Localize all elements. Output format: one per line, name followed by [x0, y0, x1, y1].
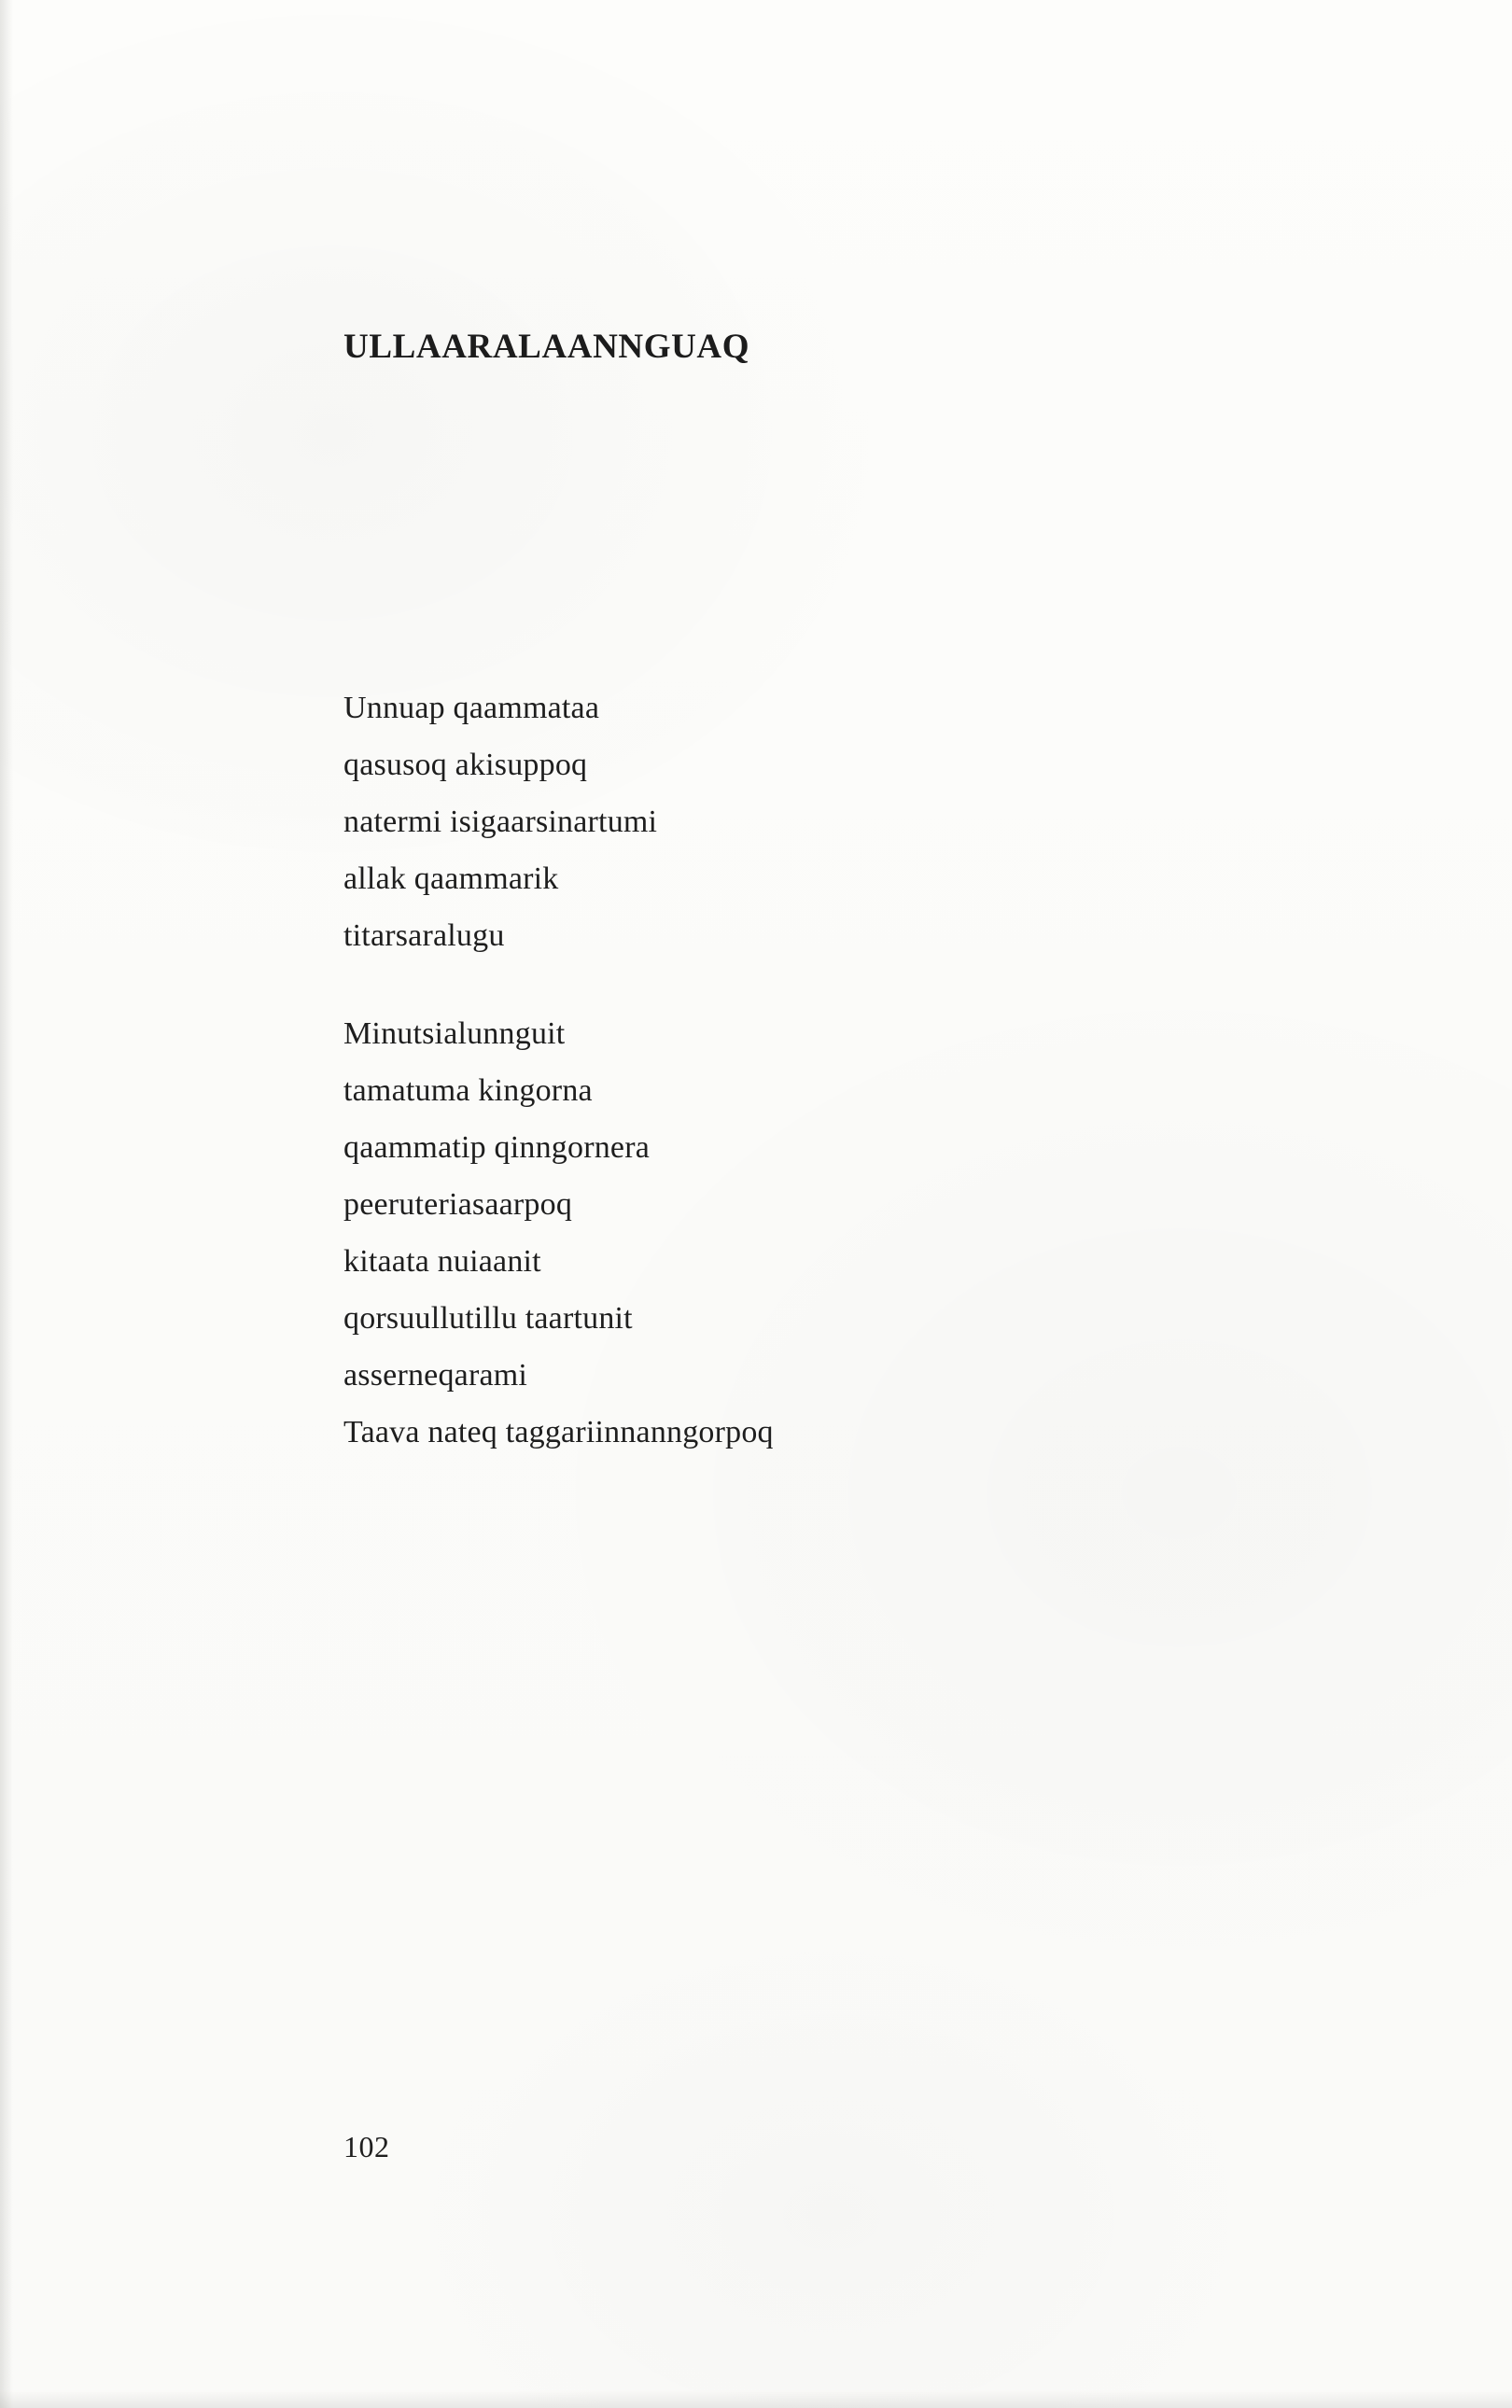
page-edge-shadow-left: [0, 0, 13, 2408]
poem-line: tamatuma kingorna: [343, 1073, 593, 1108]
poem-line: allak qaammarik: [343, 861, 559, 896]
poem-line: asserneqarami: [343, 1358, 528, 1393]
poem-line: Taava nateq taggariinnanngorpoq: [343, 1415, 774, 1449]
poem-line: qasusoq akisuppoq: [343, 748, 588, 782]
poem-line: kitaata nuiaanit: [343, 1244, 541, 1279]
poem-line: qaammatip qinngornera: [343, 1130, 651, 1165]
poem-line: titarsaralugu: [343, 918, 505, 953]
poem-line: natermi isigaarsinartumi: [343, 805, 658, 839]
poem-title: ullaaralaannguaq: [343, 314, 750, 369]
page-number: 102: [343, 2130, 390, 2163]
poem-body: [343, 679, 1183, 1461]
poem-line: Minutsialunnguit: [343, 1016, 566, 1051]
stanza-2: [343, 1005, 1183, 1461]
poem-line: qorsuullutillu taartunit: [343, 1301, 633, 1336]
poem-line: peeruteriasaarpoq: [343, 1187, 573, 1222]
poem-line: Unnuap qaammataa: [343, 691, 600, 725]
page-content: [343, 0, 1221, 2408]
stanza-1: [343, 679, 1183, 964]
